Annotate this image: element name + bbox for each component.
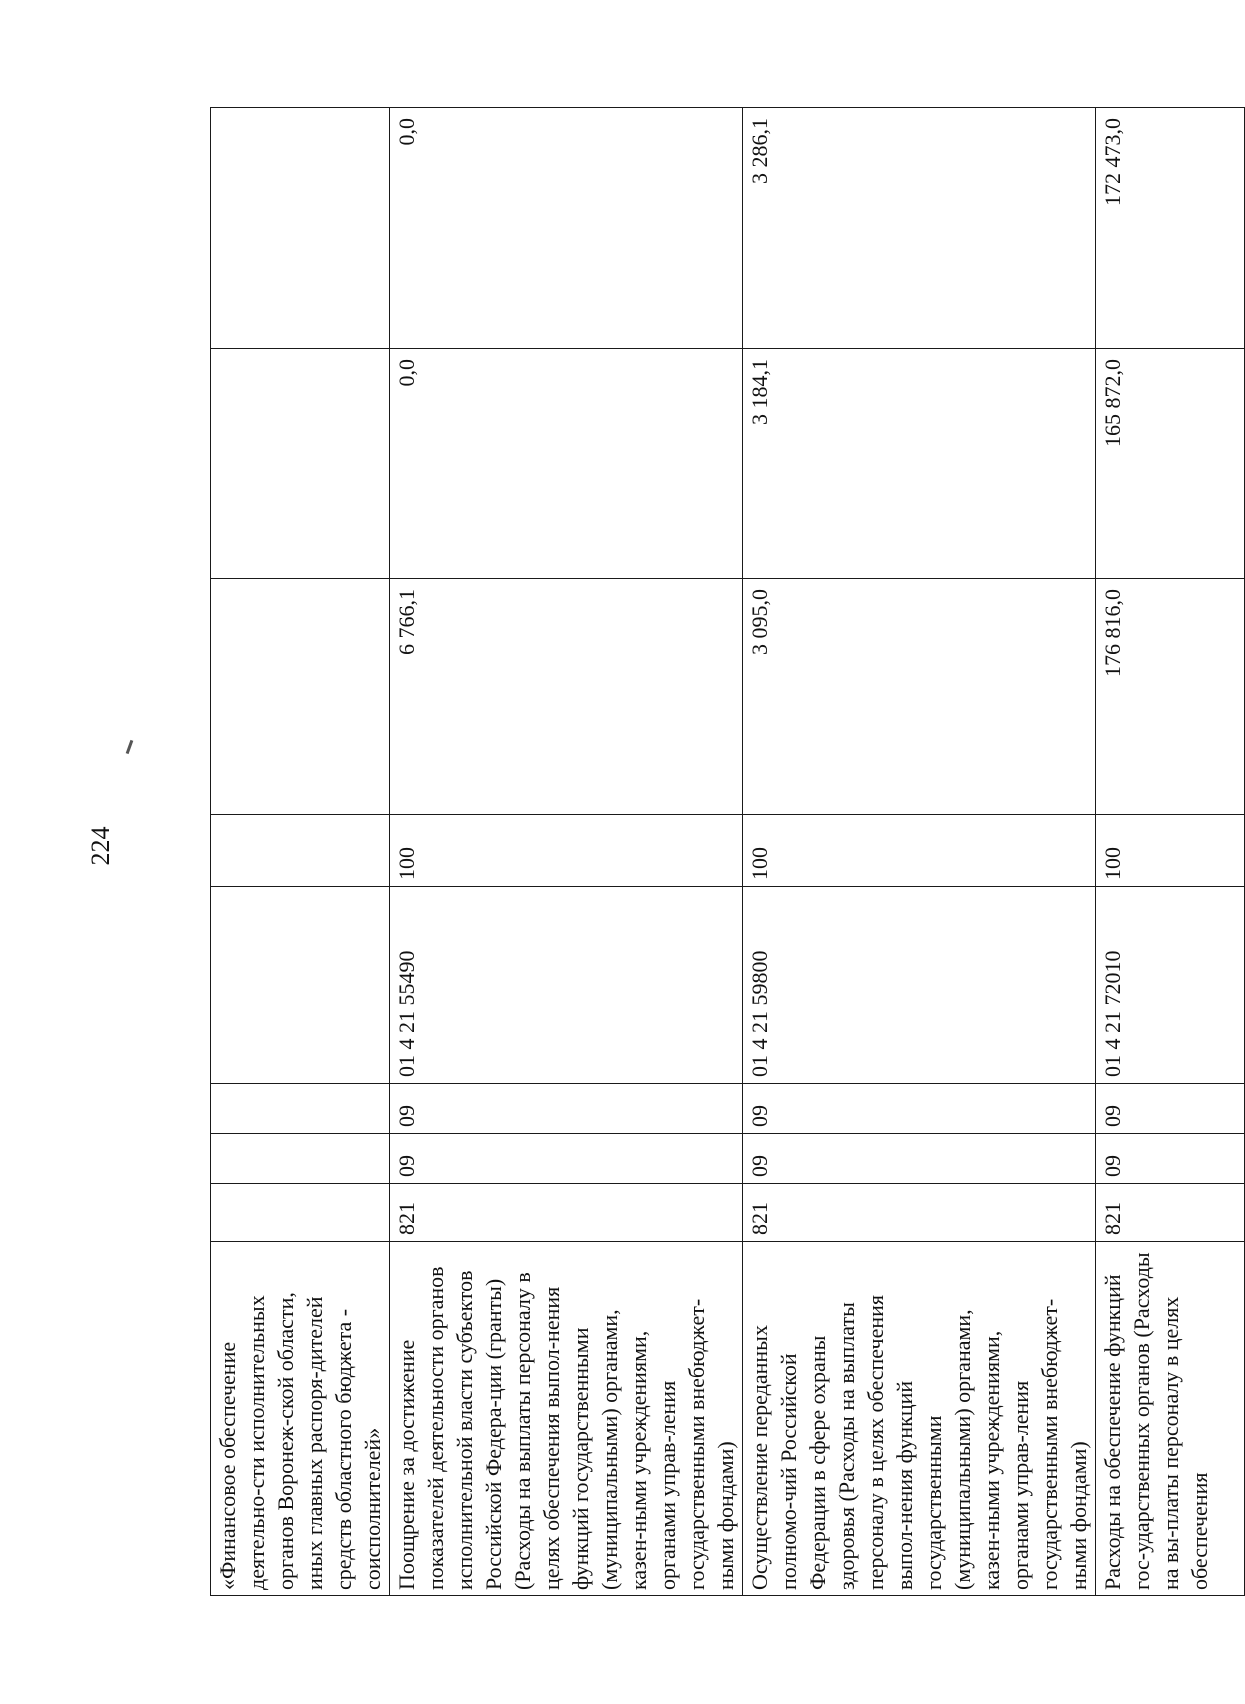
expense-type-code: 100: [743, 815, 1096, 887]
amount-year-3: 0,0: [390, 108, 743, 349]
target-article-code: 01 4 21 55490: [390, 887, 743, 1084]
amount-year-2: 3 184,1: [743, 349, 1096, 579]
subsection-code: 09: [390, 1084, 743, 1134]
amount-year-3: 172 473,0: [1096, 108, 1245, 349]
ministry-code: [211, 1184, 390, 1242]
section-code: 09: [743, 1134, 1096, 1184]
expense-type-code: 100: [1096, 815, 1245, 887]
expense-type-code: 100: [390, 815, 743, 887]
table-row: [1096, 108, 1245, 1596]
amount-year-1: 3 095,0: [743, 579, 1096, 815]
amount-year-1: [211, 579, 390, 815]
scan-artifact-mark: [126, 740, 134, 754]
budget-table: [210, 107, 1245, 1596]
ministry-code: 821: [390, 1184, 743, 1242]
target-article-code: 01 4 21 72010: [1096, 887, 1245, 1084]
section-code: 09: [1096, 1134, 1245, 1184]
table-row: [743, 108, 1096, 1596]
table-row: [390, 108, 743, 1596]
page-number: 224: [86, 826, 115, 866]
amount-year-2: [211, 349, 390, 579]
row-description: Расходы на обеспечение функций гос-ударственных органов (Расходы на вы-платы персоналу в целях обеспечения: [1096, 1242, 1245, 1596]
subsection-code: 09: [743, 1084, 1096, 1134]
subsection-code: [211, 1084, 390, 1134]
section-code: 09: [390, 1134, 743, 1184]
subsection-code: 09: [1096, 1084, 1245, 1134]
ministry-code: 821: [743, 1184, 1096, 1242]
expense-type-code: [211, 815, 390, 887]
row-description: Осуществление переданных полномо-чий Российской Федерации в сфере охраны здоровья (Расходы на выплаты персоналу в целях обеспечения выпол-нения функций государственными (муниципальными) органами, казен-ными учреждениями, органами управ-ления государственными внебюджет-ными фондами): [743, 1242, 1096, 1596]
section-code: [211, 1134, 390, 1184]
amount-year-2: 0,0: [390, 349, 743, 579]
row-description: «Финансовое обеспечение деятельно-сти исполнительных органов Воронеж-ской области, иных главных распоря-дителей средств областного бюджета - соисполнителей»: [211, 1242, 390, 1596]
budget-table-container: [210, 108, 1212, 1596]
amount-year-1: 176 816,0: [1096, 579, 1245, 815]
amount-year-1: 6 766,1: [390, 579, 743, 815]
target-article-code: [211, 887, 390, 1084]
target-article-code: 01 4 21 59800: [743, 887, 1096, 1084]
amount-year-3: [211, 108, 390, 349]
row-description: Поощрение за достижение показателей деятельности органов исполнительной власти субъектов Российской Федера-ции (гранты) (Расходы на выплаты персоналу в целях обеспечения выпол-нения функций государственными (муниципальными) органами, казен-ными учреждениями, органами управ-ления государственными внебюджет-ными фондами): [390, 1242, 743, 1596]
amount-year-2: 165 872,0: [1096, 349, 1245, 579]
table-row: [211, 108, 390, 1596]
ministry-code: 821: [1096, 1184, 1245, 1242]
amount-year-3: 3 286,1: [743, 108, 1096, 349]
